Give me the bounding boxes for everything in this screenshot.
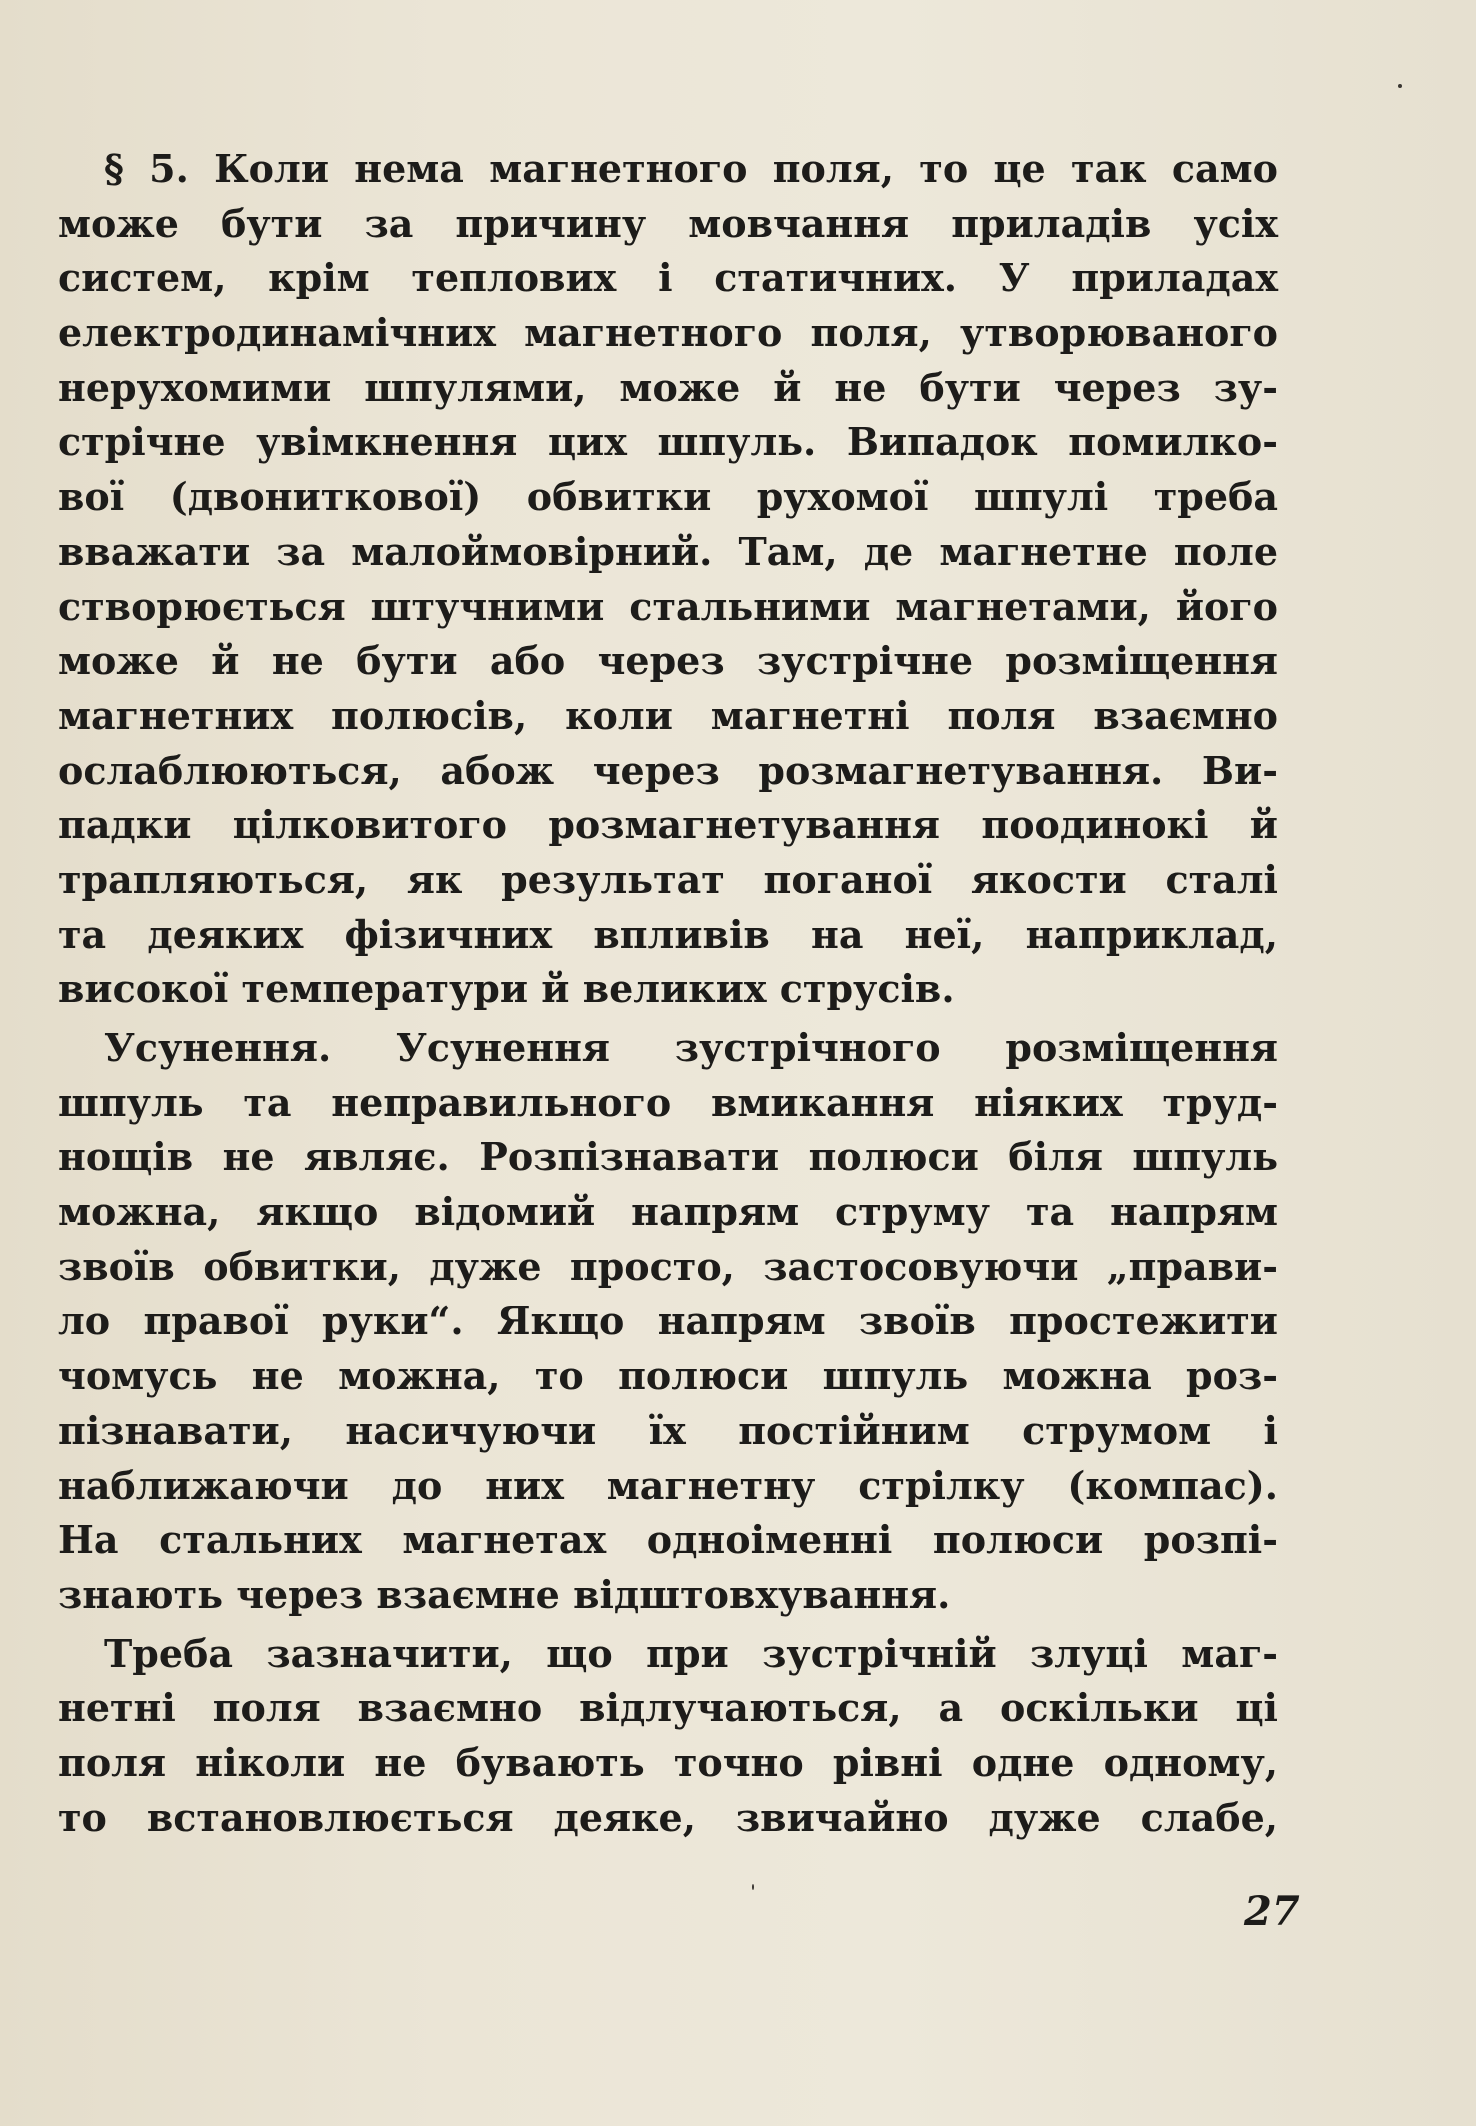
print-speck	[752, 1884, 754, 1890]
text-line: стрічне увімкнення цих шпуль. Випадок помилко-	[58, 419, 1278, 465]
text-line: ло правої руки“. Якщо напрям звоїв простежити	[58, 1298, 1278, 1344]
body-text	[58, 142, 1278, 1845]
text-line: знають через взаємне відштовхування.	[58, 1571, 951, 1617]
text-line: шпуль та неправильного вмикання ніяких труд-	[58, 1079, 1278, 1125]
text-line: то встановлюється деяке, звичайно дуже слабе,	[58, 1794, 1278, 1840]
text-line: нетні поля взаємно відлучаються, а оскільки ці	[58, 1685, 1278, 1731]
text-line: ослаблюються, абож через розмагнетування. Ви-	[58, 747, 1278, 793]
text-line: падки цілковитого розмагнетування поодинокі й	[58, 802, 1278, 848]
paragraph-2	[58, 1021, 1278, 1623]
page-number: 27	[1244, 1888, 1300, 1935]
text-line: Треба зазначити, що при зустрічній злуці маг-	[104, 1630, 1278, 1676]
text-line: звоїв обвитки, дуже просто, застосовуючи „прави-	[58, 1243, 1278, 1289]
text-line: електродинамічних магнетного поля, утворюваного	[58, 310, 1278, 356]
text-line: вважати за малоймовірний. Там, де магнетне поле	[58, 528, 1278, 574]
text-line: магнетних полюсів, коли магнетні поля взаємно	[58, 692, 1278, 738]
text-line: § 5. Коли нема магнетного поля, то це так само	[104, 146, 1278, 191]
text-line: вої (двониткової) обвитки рухомої шпулі треба	[58, 474, 1278, 520]
text-line: систем, крім теплових і статичних. У приладах	[58, 255, 1278, 301]
text-line: нощів не являє. Розпізнавати полюси біля шпуль	[58, 1134, 1278, 1180]
paragraph-3	[58, 1627, 1278, 1846]
paragraph-1	[58, 142, 1278, 1017]
text-line: та деяких фізичних впливів на неї, наприклад,	[58, 911, 1278, 957]
text-line: трапляються, як результат поганої якости сталі	[58, 856, 1278, 902]
text-line: може бути за причину мовчання приладів усіх	[58, 200, 1278, 246]
text-line: чомусь не можна, то полюси шпуль можна роз-	[58, 1353, 1278, 1399]
text-line: може й не бути або через зустрічне розміщення	[58, 638, 1278, 684]
text-line: нерухомими шпулями, може й не бути через зу-	[58, 364, 1278, 410]
text-line: можна, якщо відомий напрям струму та напрям	[58, 1189, 1278, 1235]
text-line: високої температури й великих струсів.	[58, 966, 955, 1012]
text-line: наближаючи до них магнетну стрілку (компас).	[58, 1462, 1278, 1508]
text-line: На стальних магнетах одноіменні полюси розпі-	[58, 1517, 1278, 1563]
text-line: поля ніколи не бувають точно рівні одне одному,	[58, 1739, 1278, 1785]
text-line: Усунення. Усунення зустрічного розміщення	[104, 1025, 1278, 1070]
print-speck	[1398, 84, 1402, 88]
text-line: пізнавати, насичуючи їх постійним струмом і	[58, 1407, 1278, 1453]
text-line: створюється штучними стальними магнетами, його	[58, 583, 1278, 629]
